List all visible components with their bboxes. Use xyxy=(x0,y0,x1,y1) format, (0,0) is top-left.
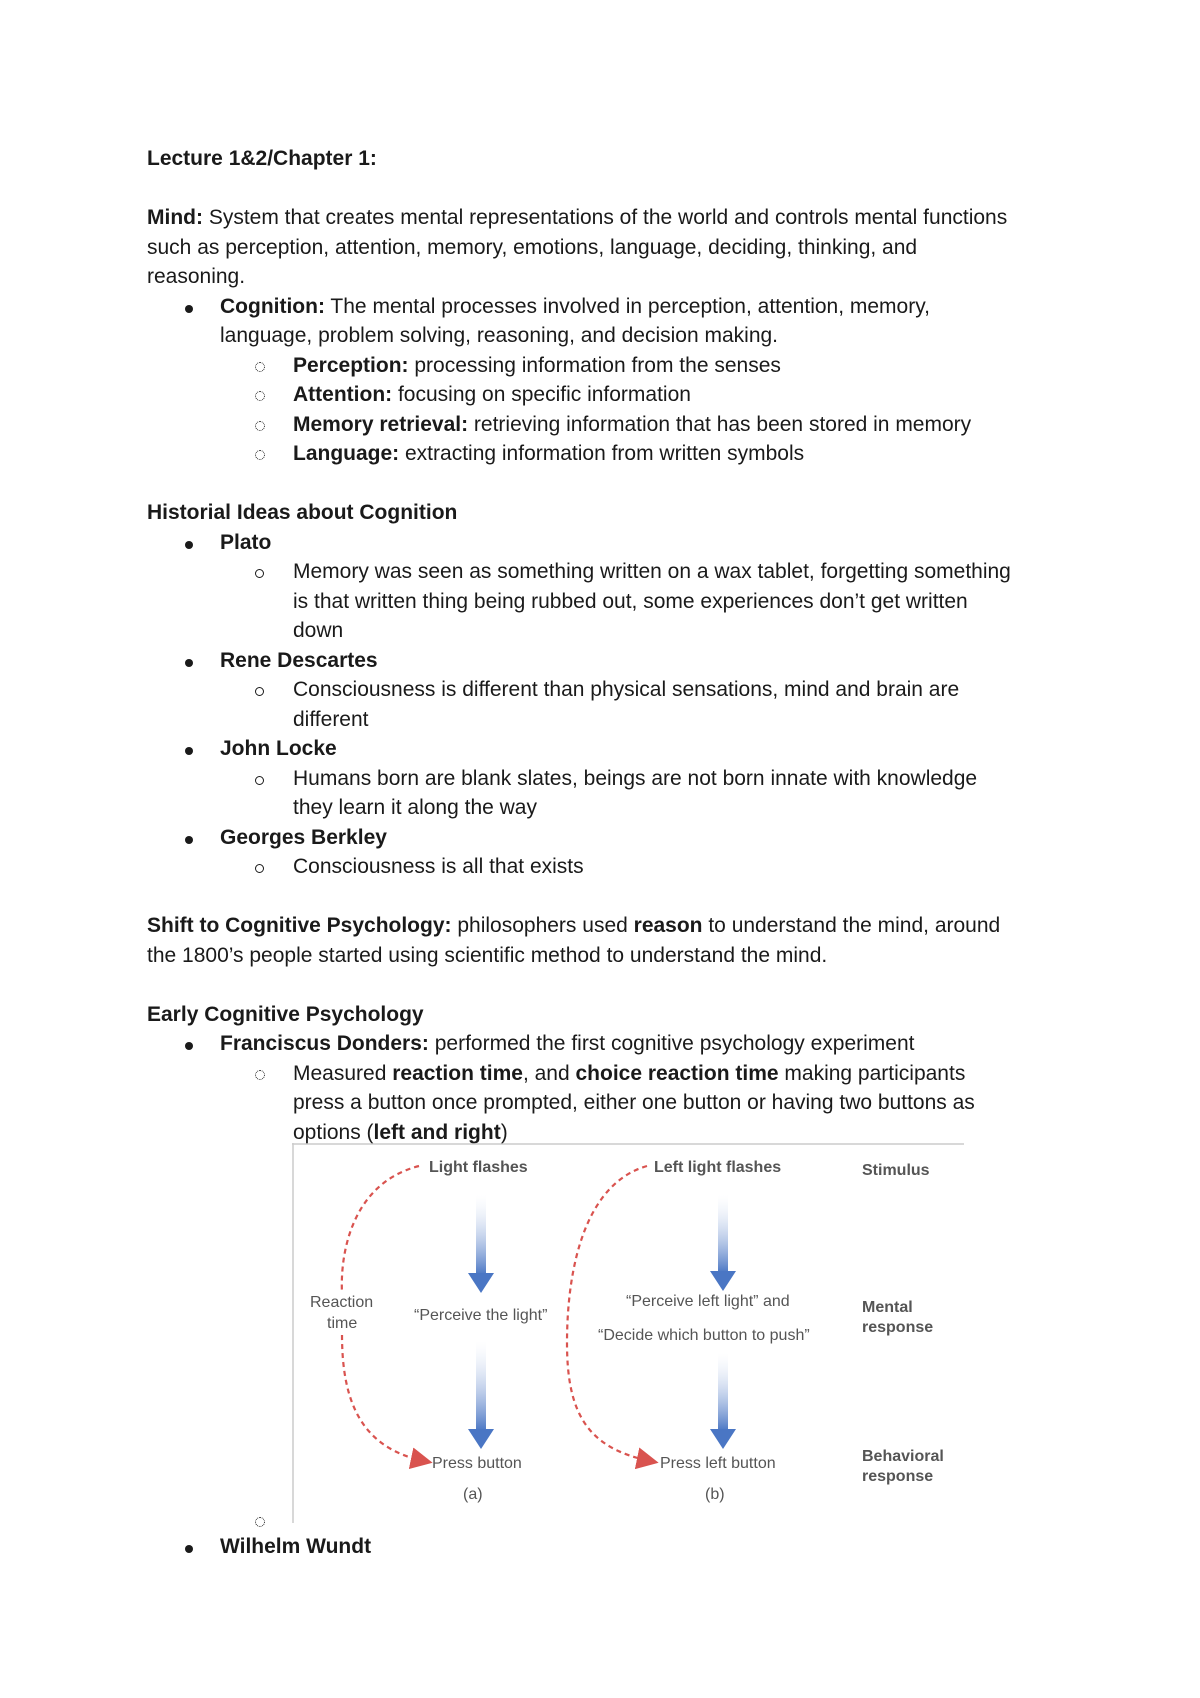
arrow-b-bottom xyxy=(718,1353,728,1431)
person-name: Rene Descartes xyxy=(220,648,378,672)
arrow-a-top xyxy=(476,1195,486,1275)
arc-a-bottom xyxy=(342,1335,424,1461)
arrowhead-a-bottom xyxy=(468,1429,494,1449)
subitem-term: Attention: xyxy=(293,383,393,406)
a-label: (a) xyxy=(463,1486,483,1503)
bullet-icon xyxy=(185,747,193,755)
sub-bullet-icon xyxy=(255,421,265,431)
page-title: Lecture 1&2/Chapter 1: xyxy=(147,147,377,170)
subitem-term: Memory retrieval: xyxy=(293,412,469,436)
donders-term: Franciscus Donders: xyxy=(220,1032,429,1055)
shift-paragraph-line-2: the 1800’s people started using scientific method to understand the mind. xyxy=(147,943,828,967)
sub-bullet-icon xyxy=(255,569,264,578)
arrowhead-b-bottom xyxy=(710,1429,736,1449)
note-text: options ( xyxy=(293,1120,374,1144)
note-bold: choice reaction time xyxy=(575,1061,779,1085)
note-line: they learn it along the way xyxy=(293,796,537,819)
subitem-text: processing information from the senses xyxy=(408,353,781,377)
sub-bullet-icon xyxy=(255,864,264,873)
bullet-icon xyxy=(185,1042,193,1050)
mind-text: System that creates mental representations of the world and controls mental functions xyxy=(202,206,1008,229)
cognition-text-line-2: language, problem solving, reasoning, and decision making. xyxy=(220,324,779,347)
reaction-time-diagram xyxy=(292,1143,964,1523)
subitem-term: Language: xyxy=(293,442,400,465)
note-line: Memory was seen as something written on a wax tablet, forgetting something xyxy=(293,560,1011,583)
arrow-b-top xyxy=(718,1195,728,1273)
note-line: down xyxy=(293,619,344,642)
reaction-label: Reaction xyxy=(310,1294,374,1311)
row-behavioral-2: response xyxy=(862,1468,934,1485)
person-note xyxy=(147,852,1067,882)
person-item xyxy=(147,734,1067,764)
note-bold: left and right xyxy=(373,1120,501,1144)
sub-bullet-icon xyxy=(255,362,265,372)
note-text: making participants xyxy=(778,1061,966,1085)
b-behavior: Press left button xyxy=(660,1455,776,1472)
note-line: Humans born are blank slates, beings are not born innate with knowledge xyxy=(293,766,978,790)
document-body xyxy=(147,144,1067,1147)
cognition-subitem xyxy=(147,351,1067,381)
sub-bullet-icon xyxy=(255,450,265,460)
person-name: Georges Berkley xyxy=(220,825,387,849)
sub-bullet-icon xyxy=(255,391,265,401)
bullet-icon xyxy=(185,305,193,313)
row-mental-2: response xyxy=(862,1319,934,1336)
time-label: time xyxy=(327,1315,358,1332)
note-line: Consciousness is different than physical sensations, mind and brain are xyxy=(293,678,960,701)
cognition-term: Cognition: xyxy=(220,294,325,318)
shift-paragraph xyxy=(147,911,1067,941)
note-line: Consciousness is all that exists xyxy=(293,855,584,878)
bullet-icon xyxy=(185,1545,193,1553)
person-item xyxy=(147,646,1067,676)
b-mental-1: “Perceive left light” and xyxy=(626,1293,790,1310)
cognition-item xyxy=(147,292,1067,351)
bullet-icon xyxy=(185,836,193,844)
note-line: press a button once prompted, either one button or having two buttons as xyxy=(293,1091,975,1114)
bullet-icon xyxy=(185,659,193,667)
early-heading: Early Cognitive Psychology xyxy=(147,1002,424,1026)
person-note xyxy=(147,675,1067,734)
wundt-name: Wilhelm Wundt xyxy=(220,1535,372,1558)
note-line: different xyxy=(293,707,369,731)
arc-a-top xyxy=(342,1166,419,1293)
mind-term: Mind: xyxy=(147,206,203,229)
sub-bullet-icon xyxy=(255,1517,265,1527)
donders-note xyxy=(147,1059,1067,1148)
arrowhead-b-top xyxy=(710,1271,736,1291)
sub-bullet-icon xyxy=(255,1070,265,1080)
person-note xyxy=(147,557,1067,646)
arrowhead-a-top xyxy=(468,1273,494,1293)
arc-b xyxy=(567,1166,650,1461)
note-line: is that written thing being rubbed out, some experiences don’t get written xyxy=(293,589,968,613)
note-text: Measured xyxy=(293,1061,393,1085)
historical-heading: Historial Ideas about Cognition xyxy=(147,501,458,524)
mind-definition xyxy=(147,203,1067,233)
mind-definition-line-3: reasoning. xyxy=(147,265,246,288)
shift-text: philosophers used xyxy=(451,914,634,937)
bullet-icon xyxy=(185,541,193,549)
person-item xyxy=(147,528,1067,558)
cognition-subitem xyxy=(147,380,1067,410)
subitem-text: focusing on specific information xyxy=(392,383,691,406)
cognition-subitem xyxy=(147,439,1067,469)
cognition-subitem xyxy=(147,410,1067,440)
person-name: John Locke xyxy=(220,737,337,760)
row-behavioral-1: Behavioral xyxy=(862,1448,944,1465)
shift-term: Shift to Cognitive Psychology: xyxy=(147,914,452,937)
person-item xyxy=(147,823,1067,853)
shift-text: to understand the mind, around xyxy=(702,914,1001,937)
note-text: ) xyxy=(500,1120,508,1144)
person-note xyxy=(147,764,1067,823)
figure-sub-bullet xyxy=(255,1507,265,1532)
a-behavior: Press button xyxy=(432,1455,522,1472)
b-stimulus: Left light flashes xyxy=(654,1159,782,1176)
cognition-text: The mental processes involved in perception, attention, memory, xyxy=(324,294,931,318)
sub-bullet-icon xyxy=(255,776,264,785)
person-name: Plato xyxy=(220,530,272,554)
subitem-term: Perception: xyxy=(293,353,409,377)
mind-definition-line-2: such as perception, attention, memory, emotions, language, deciding, thinking, and xyxy=(147,235,918,259)
sub-bullet-icon xyxy=(255,687,264,696)
arrow-a-bottom xyxy=(476,1341,486,1431)
note-bold: reaction time xyxy=(392,1061,523,1085)
a-mental: “Perceive the light” xyxy=(414,1307,548,1324)
donders-item xyxy=(147,1029,1067,1059)
row-stimulus: Stimulus xyxy=(862,1162,930,1179)
shift-bold: reason xyxy=(633,914,703,937)
wundt-item xyxy=(147,1532,1120,1562)
b-mental-2: “Decide which button to push” xyxy=(598,1327,810,1344)
a-stimulus: Light flashes xyxy=(429,1159,528,1176)
row-mental-1: Mental xyxy=(862,1299,913,1316)
donders-text: performed the first cognitive psychology experiment xyxy=(428,1032,915,1055)
subitem-text: extracting information from written symbols xyxy=(399,442,805,465)
note-text: , and xyxy=(522,1061,576,1085)
reaction-time-figure xyxy=(292,1143,964,1523)
subitem-text: retrieving information that has been stored in memory xyxy=(468,412,972,436)
b-label: (b) xyxy=(705,1486,725,1503)
